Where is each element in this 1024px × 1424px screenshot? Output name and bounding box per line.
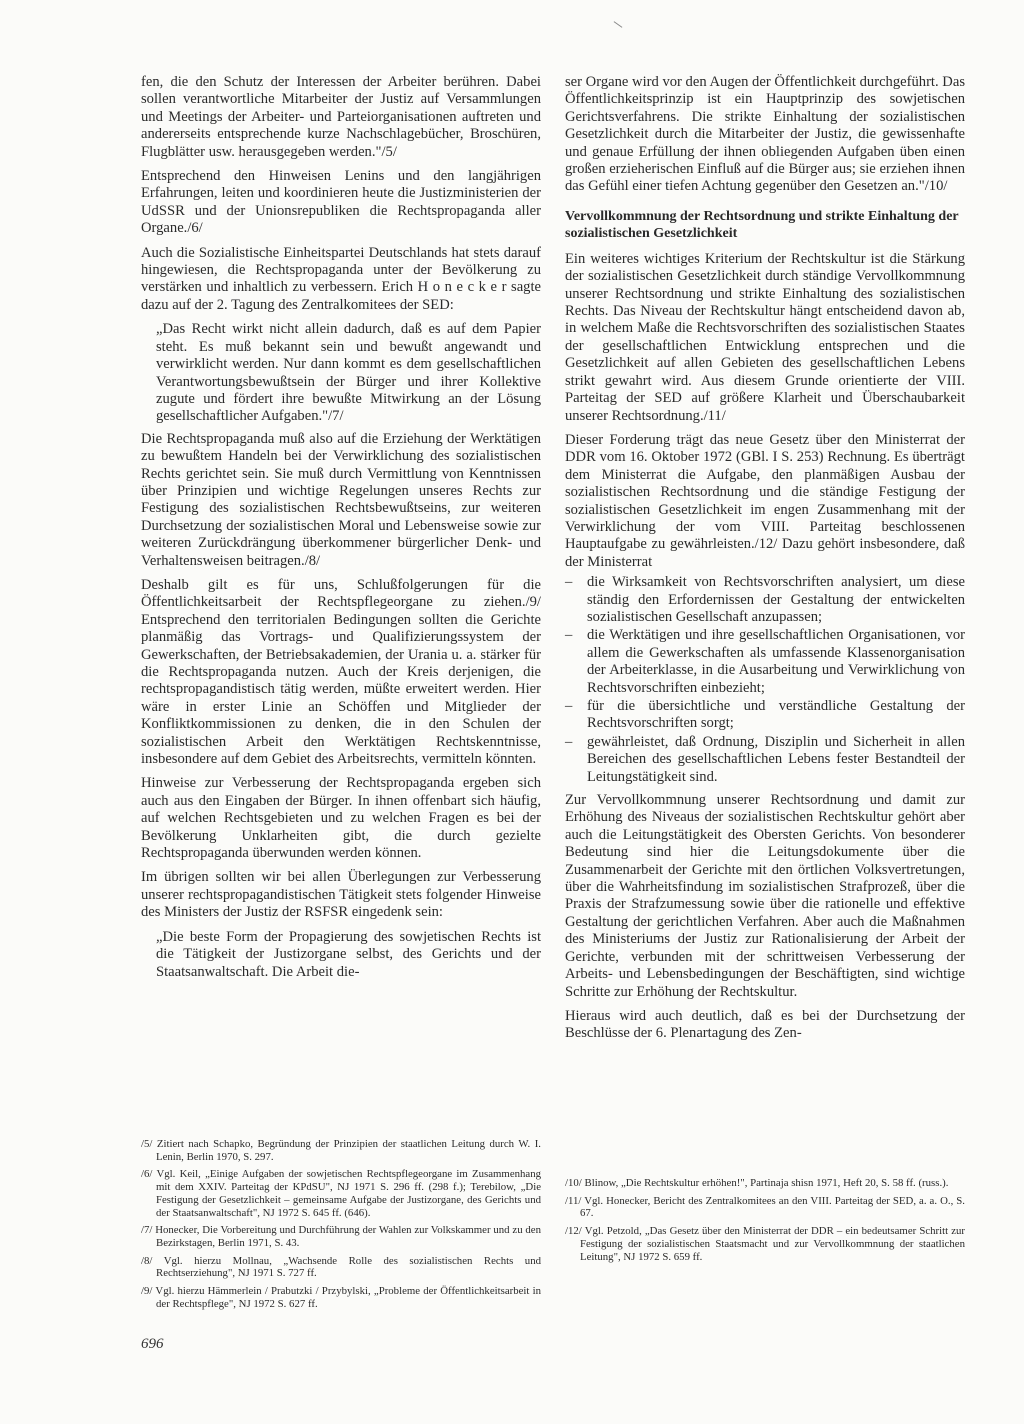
list-item bbox=[565, 627, 965, 697]
footnote: /12/ Vgl. Petzold, „Das Gesetz über den Ministerrat der DDR – ein bedeutsamer Schritt zur Festigung der sozialistischen Staatsmacht und zur Vervollkommnung der staatlichen Leitung", NJ 1972 S. 659 ff. bbox=[565, 1225, 965, 1263]
body-paragraph: Dieser Forderung trägt das neue Gesetz über den Ministerrat der DDR vom 16. Oktober 1972 (GBl. I S. 253) Rechnung. Es überträgt dem Ministerrat die Aufgabe, den planmäßigen Ausbau der sozialistischen Rechtsordnung und die ständige Festigung der sozialistischen Gesetzlichkeit im engen Zusammenhang mit der Verwirklichung der vom VIII. Parteitag beschlossenen Hauptaufgabe zu gewährleisten./12/ Dazu gehört insbesondere, daß der Ministerrat bbox=[565, 431, 965, 570]
list-item bbox=[565, 734, 965, 786]
list-item-text: die Wirksamkeit von Rechtsvorschriften analysiert, um diese ständig den Erfordernissen der Gestaltung der entwickelten sozialistischen Gesellschaft anzupassen; bbox=[587, 574, 965, 625]
body-paragraph: Im übrigen sollten wir bei allen Überlegungen zur Verbesserung unserer rechtspropagandistischen Tätigkeit stets folgender Hinweise des Ministers der Justiz der RSFSR eingedenk sein: bbox=[141, 869, 541, 921]
quote-block: „Das Recht wirkt nicht allein dadurch, daß es auf dem Papier steht. Es muß bekannt sein und bewußt angewandt und verwirklicht werden. Nur dann kommt es dem gesellschaftlichen Verantwortungsbewußtsein der Bürger und ihrer Kollektive zugute und fördert ihre bewußte Mitwirkung an der Lösung gesellschaftlicher Aufgaben."/7/ bbox=[156, 321, 541, 425]
footnotes-left bbox=[141, 1138, 541, 1315]
body-paragraph: Zur Vervollkommnung unserer Rechtsordnung und damit zur Erhöhung des Niveaus der sozialistischen Rechtskultur gehört aber auch die Leitungstätigkeit des Obersten Gerichts. Von besonderer Bedeutung sind hier die Leitungsdokumente über die Zusammenarbeit der Gerichte mit den örtlichen Volksvertretungen, über die Wahrheitsfindung im sozialistischen Strafprozeß, über die Praxis der Strafzumessung sowie über die rationelle und effektive Gestaltung der gerichtlichen Verfahren. Aber auch die Maßnahmen des Ministeriums der Justiz zur Rationalisierung der Arbeit der Gerichte, verbunden mit der schrittweisen Verbesserung der Arbeits- und Lebensbedingungen der Beschäftigten, sind wichtige Schritte zur Erhöhung der Rechtskultur. bbox=[565, 792, 965, 1000]
list-item bbox=[565, 698, 965, 733]
dash-list bbox=[565, 574, 965, 786]
body-paragraph: Hinweise zur Verbesserung der Rechtspropaganda ergeben sich auch aus den Eingaben der Bürger. In ihnen offenbart sich häufig, auf welchen Rechtsgebieten und zu welchen Fragen es bei der Bevölkerung Unklarheiten gibt, die durch gezielte Rechtspropaganda überwunden werden können. bbox=[141, 775, 541, 862]
footnote: /11/ Vgl. Honecker, Bericht des Zentralkomitees an den VIII. Parteitag der SED, a. a. O., S. 67. bbox=[565, 1194, 965, 1220]
dash-bullet: – bbox=[565, 574, 573, 591]
body-paragraph: fen, die den Schutz der Interessen der Arbeiter berühren. Dabei sollen verantwortliche Mitarbeiter der Justiz auf Versammlungen und Meetings der Arbeiter- und Parteiorganisationen auftreten und andererseits entsprechende kurze Nachschlagebücher, Broschüren, Flugblätter usw. herausgegeben werden."/5/ bbox=[141, 74, 541, 160]
footnote: /7/ Honecker, Die Vorbereitung und Durchführung der Wahlen zur Volkskammer und zu den Bezirkstagen, Berlin 1971, S. 43. bbox=[141, 1224, 541, 1249]
quote-block: „Die beste Form der Propagierung des sowjetischen Rechts ist die Tätigkeit der Justizorgane selbst, des Gerichts und der Staatsanwaltschaft. Die Arbeit die- bbox=[156, 928, 541, 980]
body-paragraph: Entsprechend den Hinweisen Lenins und den langjährigen Erfahrungen, leiten und koordinieren heute die Justizministerien der UdSSR und der Unionsrepubliken die Rechtspropaganda aller Organe./6/ bbox=[141, 168, 541, 237]
list-item-text: die Werktätigen und ihre gesellschaftlichen Organisationen, vor allem die Gewerkschaften als umfassende Klassenorganisation der Arbeiterklasse, in die Ausarbeitung und Verwirklichung von Rechtsvorschriften einbezieht; bbox=[587, 627, 965, 696]
footnote: /10/ Blinow, „Die Rechtskultur erhöhen!", Partinaja shisn 1971, Heft 20, S. 58 ff. (russ.). bbox=[565, 1177, 949, 1189]
body-paragraph: Deshalb gilt es für uns, Schlußfolgerungen für die Öffentlichkeitsarbeit der Rechtspflegeorgane zu ziehen./9/ Entsprechend den territorialen Bedingungen sollten die Gerichte planmäßig das Vortrags- und Qualifizierungssystem der Gewerkschaften, der Betriebsakademien, der Urania u. a. stärker für die Rechtspropaganda nutzen. Auch der Kreis derjenigen, die rechtspropagandistisch tätig werden, müßte erweitert werden. Hier wäre in erster Linie an Schöffen und Mitglieder der Konfliktkommissionen zu denken, die in den Schulen der sozialistischen Arbeit den Werktätigen Rechtskenntnisse, insbesondere auf dem Gebiet des Arbeitsrechts, vermitteln könnten. bbox=[141, 576, 541, 768]
footnote: /8/ Vgl. hierzu Mollnau, „Wachsende Rolle des sozialistischen Rechts und Rechtserziehung", NJ 1971 S. 727 ff. bbox=[141, 1254, 541, 1280]
dash-bullet: – bbox=[565, 733, 573, 750]
body-paragraph: ser Organe wird vor den Augen der Öffentlichkeit durchgeführt. Das Öffentlichkeitsprinzip ist ein Hauptprinzip des sowjetischen Gerichtsverfahrens. Die strikte Einhaltung der sozialistischen Gesetzlichkeit durch die Mitarbeiter der Justiz, die gewissenhafte und genaue Erfüllung der ihnen obliegenden Aufgaben üben einen großen erzieherischen Einfluß auf die Bürger aus; sie erziehen ihnen das Gefühl einer tiefen Achtung gegenüber den Gesetzen an."/10/ bbox=[565, 74, 965, 195]
page-number: 696 bbox=[141, 1336, 164, 1352]
body-paragraph: Hieraus wird auch deutlich, daß es bei der Durchsetzung der Beschlüsse der 6. Plenartagung des Zen- bbox=[565, 1007, 965, 1042]
dash-bullet: – bbox=[565, 698, 573, 714]
footnotes-right bbox=[565, 1177, 965, 1268]
list-item-text: für die übersichtliche und verständliche Gestaltung der Rechtsvorschriften sorgt; bbox=[587, 698, 965, 732]
right-column bbox=[565, 74, 965, 1050]
body-paragraph: Die Rechtspropaganda muß also auf die Erziehung der Werktätigen zu bewußtem Handeln bei der Verwirklichung des sozialistischen Rechts gerichtet sein. Sie muß durch Vermittlung von Kenntnissen über Prinzipien und wichtige Regelungen unseres Rechts zur Festigung des sozialistischen Rechtsbewußtseins, zur weiteren Durchsetzung der sozialistischen Moral und Lebensweise sowie zur weiteren Zurückdrängung überkommener bürgerlicher Denk- und Verhaltensweisen beitragen./8/ bbox=[141, 430, 541, 569]
footnote: /9/ Vgl. hierzu Hämmerlein / Prabutzki / Przybylski, „Probleme der Öffentlichkeitsarbeit in der Rechtspflege", NJ 1972 S. 627 ff. bbox=[141, 1285, 541, 1310]
footnote: /6/ Vgl. Keil, „Einige Aufgaben der sowjetischen Rechtspflegeorgane im Zusammenhang mit dem XXIV. Parteitag der KPdSU", NJ 1971 S. 296 ff. (298 f.); Terebilow, „Die Festigung der Gesetzlichkeit – gemeinsame Aufgabe der Justizorgane, des Gerichts und der Staatsanwaltschaft", NJ 1972 S. 645 ff. (646). bbox=[141, 1168, 541, 1219]
body-paragraph: Ein weiteres wichtiges Kriterium der Rechtskultur ist die Stärkung der sozialistischen Gesetzlichkeit durch ständige Vervollkommnung unserer Rechtsordnung und strikte Einhaltung des sozialistischen Rechts. Das Niveau der Rechtskultur hängt entscheidend davon ab, in welchem Maße die Rechtsvorschriften des sozialistischen Staates der gesellschaftlichen Entwicklung entsprechen und die Gesetzlichkeit auf allen Gebieten des gesellschaftlichen Lebens strikt gewahrt wird. Aus diesem Grunde orientierte der VIII. Parteitag der SED auf größere Klarheit und Überschaubarkeit unserer Rechtsordnung./11/ bbox=[565, 250, 965, 424]
body-paragraph: Auch die Sozialistische Einheitspartei Deutschlands hat stets darauf hingewiesen, die Rechtspropaganda unter der Bevölkerung zu verstärken und inhaltlich zu verbessern. Erich H o n e c k e r sagte dazu auf der 2. Tagung des Zentralkomitees der SED: bbox=[141, 244, 541, 313]
list-item-text: gewährleistet, daß Ordnung, Disziplin und Sicherheit in allen Bereichen des gesellschaftlichen Lebens fester Bestandteil der Leitungstätigkeit sind. bbox=[587, 733, 965, 785]
list-item bbox=[565, 574, 965, 626]
footnote: /5/ Zitiert nach Schapko, Begründung der Prinzipien der staatlichen Leitung durch W. I. Lenin, Berlin 1970, S. 297. bbox=[141, 1138, 541, 1163]
left-column bbox=[141, 74, 541, 986]
section-heading: Vervollkommnung der Rechtsordnung und strikte Einhaltung der sozialistischen Gesetzlichkeit bbox=[565, 208, 959, 241]
scan-mark bbox=[614, 21, 623, 28]
dash-bullet: – bbox=[565, 627, 573, 644]
